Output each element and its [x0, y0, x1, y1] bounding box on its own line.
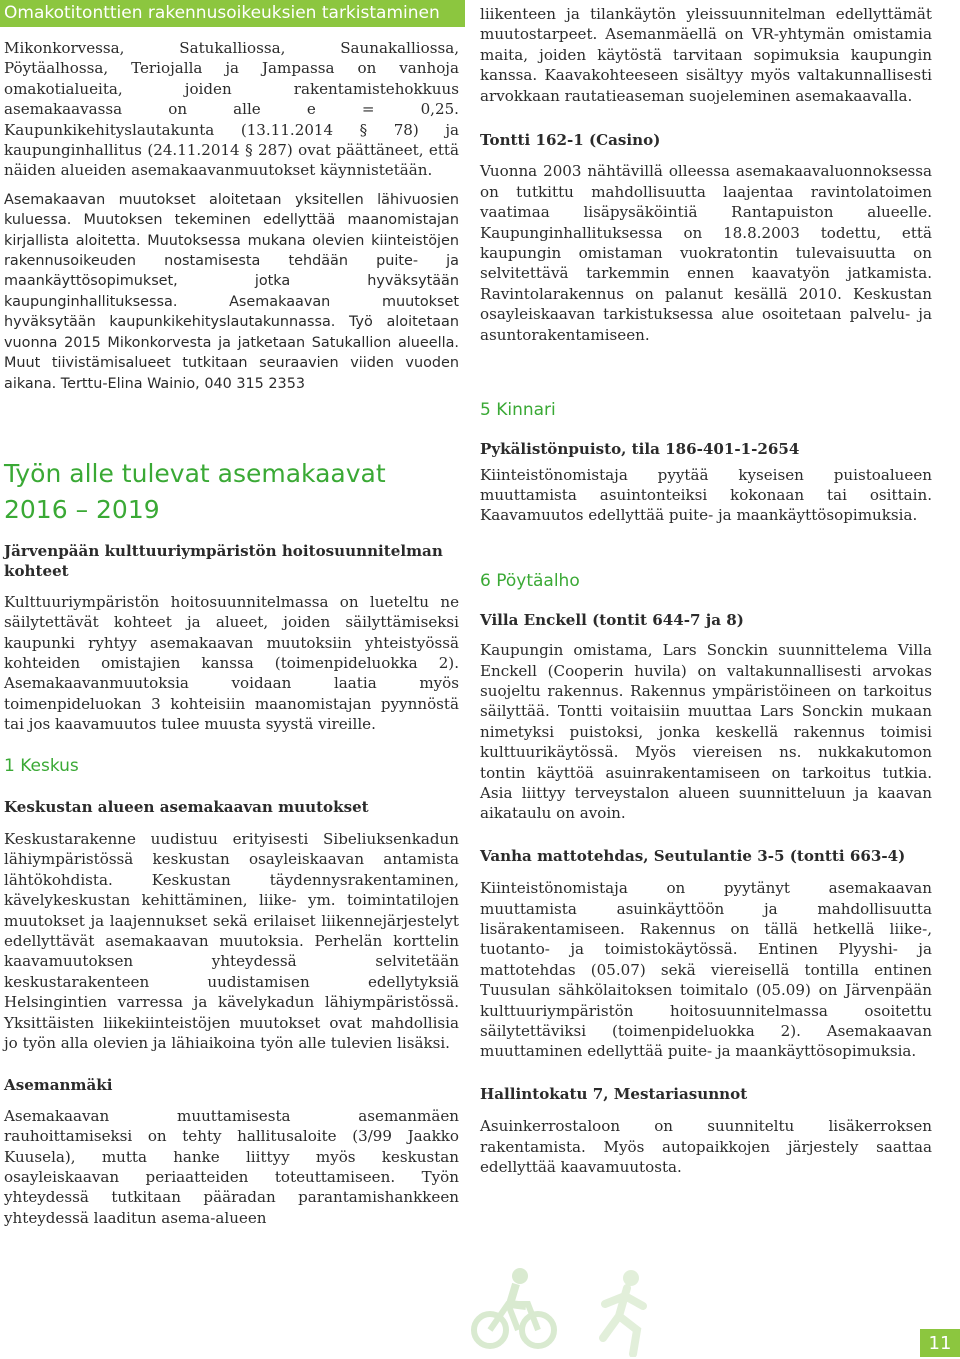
intro-paragraph: Mikonkorvessa, Satukalliossa, Saunakalliossa, Pöytäalhossa, Teriojalla ja Jampassa on vanhoja omakotialueita, joiden rakentamistehokkuus asemakaavassa on alle e = 0,25. Kaupunkikehityslautakunta (13.11.2014 § 78) ja kaupunginhallitus (24.11.2014 § 287) ovat päättäneet, että näiden alueiden asemakaavanmuutokset käynnistetään.	[4, 39, 459, 180]
right-column	[480, 0, 940, 1177]
section-heading-kinnari: 5 Kinnari	[480, 400, 556, 421]
pykalistonpuisto-paragraph: Kiinteistönomistaja pyytää kyseisen puistoalueen muuttamista asuintonteiksi kokonaan tai osittain. Kaavamuutos edellyttää puite- ja maankäyttösopimuksia.	[480, 465, 932, 525]
subheading-pykalistonpuisto: Pykälistönpuisto, tila 186-401-1-2654	[480, 440, 800, 459]
mattotehdas-paragraph: Kiinteistönomistaja on pyytänyt asemakaavan muuttamista asuinkäyttöön ja mahdollisuutta lisärakentamiseen. Rakennus on tällä hetkellä liike-, tuotanto- ja toimistokäytössä. Entinen Plyyshi- ja mattotehdas (05.07) sekä viereisellä tontilla entinen Tuusulan sähkölaitoksen toimitalo (05.09) on Järvenpään kulttuuriympäristön hoitosuunnitelmassa osoitettu säilytettäviksi (toimenpideluokka 2). Asemakaavan muuttaminen edellyttää puite- ja maankäyttösopimuksia.	[480, 879, 932, 1061]
section-heading-poytaalho: 6 Pöytäalho	[480, 570, 580, 591]
cultural-paragraph: Kulttuuriympäristön hoitosuunnitelmassa on lueteltu ne säilytettävät kohteet ja alueet, joiden säilyttämiseksi kaupunki ryhtyy asemakaavan muutoksiin yhteistyössä kohteiden omistajien kanssa (toimenpideluokka 2). Asemakaavanmuutoksia voidaan laatia myös toimenpideluokan 3 kohteisiin maanomistajan pyynnöstä tai jos kaavamuutos tulee muusta syystä vireille.	[4, 592, 459, 734]
subheading-casino: Tontti 162-1 (Casino)	[480, 131, 661, 150]
keskusta-paragraph: Keskustarakenne uudistuu erityisesti Sibeliuksenkadun lähiympäristössä keskustan osayleiskaavan antamista lähtökohdista. Keskustan täydennysrakentaminen, kävelykeskustan kehittäminen, liike- ym. toimintatilojen muutokset ja laajennukset sekä erilaiset liikennejärjestelyt edellyttävät asemakaavan muutoksia. Perhelän korttelin kaavamuutoksen yhteydessä selvitetään keskustarakenteen uudistamisen edellytyksiä Helsingintien varressa ja kävelykadun lähiympäristössä. Yksittäisten liikekiinteistöjen muutokset ovat mahdollisia jo työn alla olevien ja lähiaikoina työn alle tulevien lisäksi.	[4, 829, 459, 1053]
section-header-bar: Omakotitonttien rakennusoikeuksien tarkistaminen	[0, 0, 465, 27]
page-title-line2: 2016 – 2019	[4, 494, 160, 524]
subheading-hallintokatu: Hallintokatu 7, Mestariasunnot	[480, 1084, 748, 1103]
villa-enckell-paragraph: Kaupungin omistama, Lars Sonckin suunnittelema Villa Enckell (Cooperin huvila) on valtakunnallisesti arvokas suojeltu rakennus. Rakennus ympäristöineen on tarkoitus säilyttää. Tontti voitaisiin muuttaa Lars Sonckin mukaan nimetyksi puistoksi, jonka keskellä rakennus toimisi kulttuurikäytössä. Myös viereisen ns. nukkakutomon tontin käyttöä asuinrakentamiseen on tarkoitus tutkia. Asia liittyy terveystalon alueen suunnitteluun ja kaavan aikataulu on avoin.	[480, 641, 932, 823]
runner-icon	[585, 1268, 665, 1357]
cyclist-icon	[470, 1262, 560, 1352]
subheading-cultural-environment: Järvenpään kulttuuriympäristön hoitosuunnitelman kohteet	[4, 541, 443, 581]
subheading-asemanmaki: Asemanmäki	[4, 1076, 113, 1095]
info-paragraph: Asemakaavan muutokset aloitetaan yksitellen lähivuosien kuluessa. Muutoksen tekeminen edellyttää maanomistajan kirjallista aloitetta. Muutoksessa mukana olevien kiinteistöjen rakennusoikeuden nostamisesta tehdään puite- ja maankäyttösopimukset, jotka hyväksytään kaupunginhallituksessa. Asemakaavan muutokset hyväksytään kaupunkikehityslautakunnassa. Työ aloitetaan vuonna 2015 Mikonkorvesta ja jatketaan Satukallion alueella. Muut tiivistämisalueet tutkitaan seuraavien viiden vuoden aikana. Terttu-Elina Wainio, 040 315 2353	[4, 191, 459, 392]
subheading-keskusta: Keskustan alueen asemakaavan muutokset	[4, 797, 369, 816]
continued-paragraph: liikenteen ja tilankäytön yleissuunnitelman edellyttämät muutostarpeet. Asemanmäellä on VR-yhtymän omistamia maita, joiden käytöstä tarvitaan sopimuksia kaupungin kanssa. Kaavakohteeseen sisältyy myös valtakunnallisesti arvokkaan rautatieaseman suojeleminen asemakaavalla.	[480, 5, 932, 105]
casino-paragraph: Vuonna 2003 nähtävillä olleessa asemakaavaluonnoksessa on tutkittu mahdollisuutta laajentaa ravintolatoimen vaatimaa lisäpysäköintiä Rantapuiston alueelle. Kaupunginhallituksessa on 18.8.2003 todettu, että kaupungin omistaman vuokratontin tulevaisuutta on selvitettävä tarkemmin ennen kaavatyön jatkamista. Ravintolarakennus on palanut kesällä 2010. Keskustan osayleiskaavan tarkistuksessa alue osoitetaan palvelu- ja asuntorakentamiseen.	[480, 162, 932, 344]
subheading-mattotehdas: Vanha mattotehdas, Seutulantie 3-5 (tontti 663-4)	[480, 846, 906, 865]
hallintokatu-paragraph: Asuinkerrostaloon on suunniteltu lisäkerroksen rakentamista. Myös autopaikkojen järjestely saattaa edellyttää kaavamuutosta.	[480, 1117, 932, 1177]
page-number: 11	[920, 1329, 960, 1357]
section-heading-keskus: 1 Keskus	[4, 755, 79, 776]
left-column	[0, 0, 465, 1228]
asemanmaki-paragraph: Asemakaavan muuttamisesta asemanmäen rauhoittamiseksi on tehty hallitusaloite (3/99 Jaakko Kuusela), mutta hanke liittyy myös keskustan osayleiskaavan periaatteiden toteuttamiseen. Työn yhteydessä tutkitaan pääradan parantamishankkeen yhteydessä laaditun asema-alueen	[4, 1106, 459, 1227]
subheading-villa-enckell: Villa Enckell (tontit 644-7 ja 8)	[480, 610, 744, 629]
page-title-line1: Työn alle tulevat asemakaavat	[4, 458, 386, 488]
